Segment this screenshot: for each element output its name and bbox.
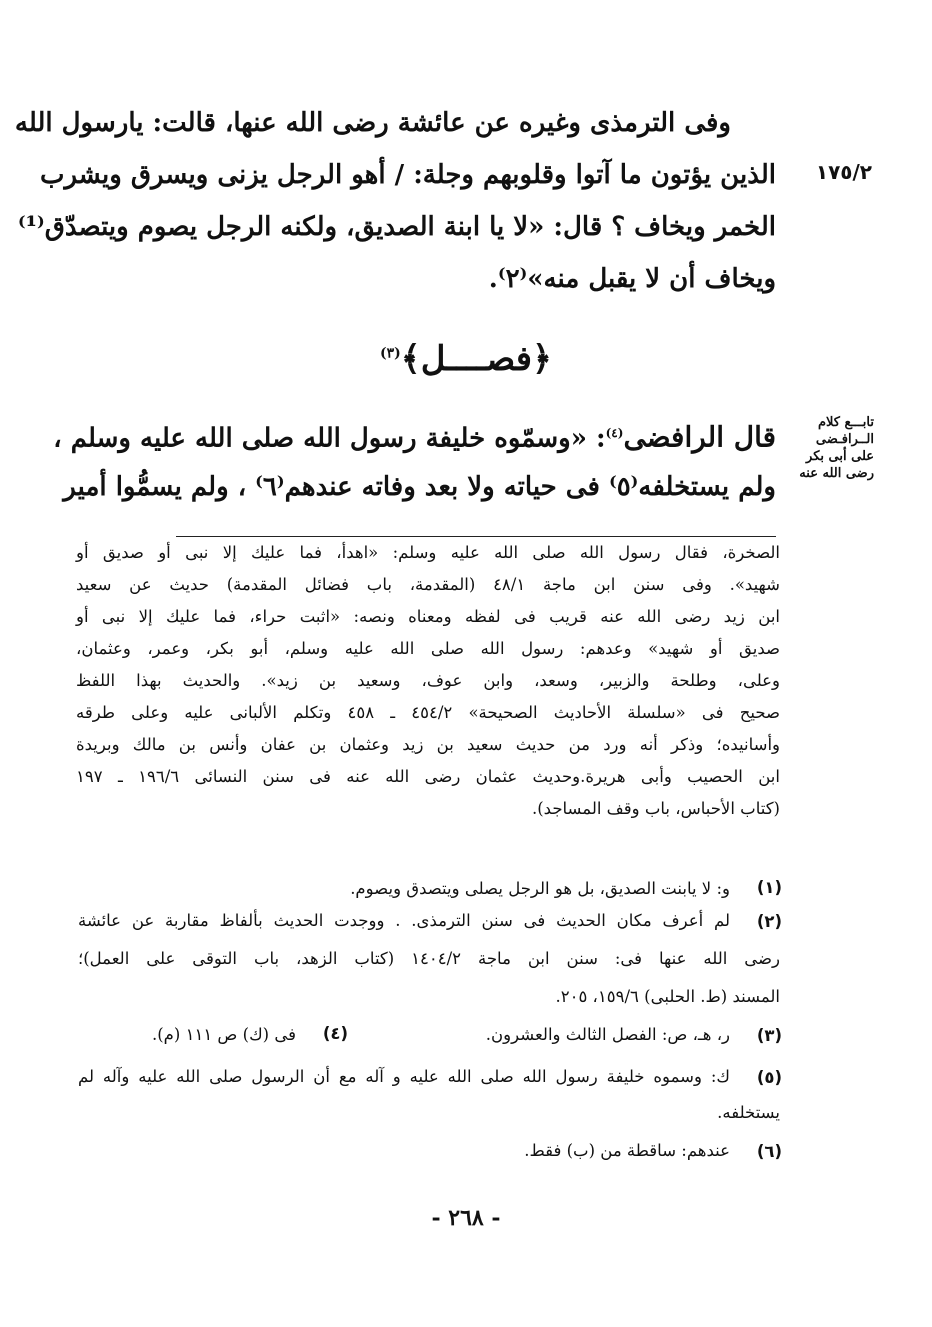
footnote-continued-line: وأسانيده؛ وذكر أنه ورد من حديث سعيد بن زيد وعثمان بن عفان وأنس بن مالك وبريدة <box>76 735 780 754</box>
quote-text: : «وسمّوه خليفة رسول الله صلى الله عليه وسلم ، <box>53 423 606 454</box>
main-text-line: الذين يؤتون ما آتوا وقلوبهم وجلة: / أهو الرجل يزنى ويسرق ويشرب <box>39 160 776 190</box>
main-text-line: وفى الترمذى وغيره عن عائشة رضى الله عنها، قالت: يارسول الله <box>14 108 731 138</box>
footnote-number: (١) <box>756 878 782 897</box>
footnote-text: لم أعرف مكان الحديث فى سنن الترمذى. . ووجدت الحديث بألفاظ مقاربة عن عائشة <box>78 911 730 930</box>
footnote-number: (٤) <box>322 1024 348 1043</box>
footnote-number: (٦) <box>756 1142 782 1161</box>
footnote-number: (٢) <box>756 912 782 931</box>
footnote-text: ر، هـ، ص: الفصل الثالث والعشرون. <box>485 1025 730 1044</box>
footnote-separator <box>176 536 776 537</box>
footnote-text: فى (ك) ص ١١١ (م). <box>152 1025 296 1044</box>
footnote-text: ك: وسموه خليفة رسول الله صلى الله عليه و آله مع أن الرسول صلى الله عليه وآله لم <box>78 1067 730 1086</box>
footnote-text: رضى الله عنها فى: سنن ابن ماجة ١٤٠٤/٢ (كتاب الزهد، باب التوقى على العمل)؛ <box>78 949 780 968</box>
section-footnote-ref: (٣) <box>380 345 401 362</box>
footnote-text: المسند (ط. الحلبى) ١٥٩/٦، ٢٠٥. <box>555 987 780 1006</box>
footnote-continued-line: (كتاب الأحباس، باب وقف المساجد). <box>531 799 780 818</box>
footnote-continued-line: ابن زيد رضى الله عنه قريب فى لفظه ومعناه ونصه: «اثبت حراء، فما عليك إلا نبى أو <box>76 607 780 626</box>
footnote-text: عندهم: ساقطة من (ب) فقط. <box>524 1141 730 1160</box>
footnote-continued-line: الصخرة، فقال رسول الله صلى الله عليه وسلم: «اهدأ، فما عليك إلا نبى أو صديق أو <box>76 543 780 562</box>
margin-reference: ١٧٥/٢ <box>815 160 872 184</box>
section-title: ﴿فصــــل﴾ <box>400 339 552 379</box>
quote-lead: قال الرافضى <box>623 420 776 454</box>
main-text-line: الخمر ويخاف ؟ قال: «لا يا ابنة الصديق، ولكنه الرجل يصوم ويتصدّق⁽¹⁾ <box>17 212 776 242</box>
footnote-continued-line: ابن الحصيب وأبى هريرة.وحديث عثمان رضى الله عنه فى سنن النسائى ١٩٦/٦ ـ ١٩٧ <box>76 767 780 786</box>
footnote-number: (٥) <box>756 1068 782 1087</box>
quote-lead-footnote-ref: (٤) <box>605 426 624 440</box>
quote-line: ولم يستخلفه⁽٥⁾ فى حياته ولا بعد وفاته عندهم⁽٦⁾ ، ولم يسمُّوا أمير <box>63 472 776 502</box>
footnote-continued-line: وعلى، وطلحة والزبير، وسعد، وابن عوف، وسعيد بن زيد». والحديث بهذا اللفظ <box>76 671 780 690</box>
footnote-text: و: لا يابنت الصديق، بل هو الرجل يصلى ويتصدق ويصوم. <box>350 879 730 898</box>
section-heading <box>0 338 932 379</box>
page-number: - ٢٦٨ - <box>431 1205 501 1231</box>
footnote-text: يستخلفه. <box>717 1103 780 1122</box>
main-text-line: ويخاف أن لا يقبل منه»⁽٢⁾. <box>488 264 776 294</box>
quote-line <box>53 410 776 462</box>
footnote-continued-line: صحيح فى «سلسلة الأحاديث الصحيحة» ٤٥٤/٢ ـ ٤٥٨ وتكلم الألبانى عليه وعلى طرقه <box>76 703 780 722</box>
footnote-continued-line: صديق أو شهيد» وعدهم: رسول الله صلى الله عليه وسلم، أبو بكر، وعمر، وعثمان، <box>76 639 780 658</box>
margin-note: تابـــع كلام الــرافـضى على أبى بكر رضى الله عنه <box>799 415 874 481</box>
footnote-number: (٣) <box>756 1026 782 1045</box>
footnote-continued-line: شهيد». وفى سنن ابن ماجة ٤٨/١ (المقدمة، باب فضائل المقدمة) حديث عن سعيد <box>76 575 780 594</box>
